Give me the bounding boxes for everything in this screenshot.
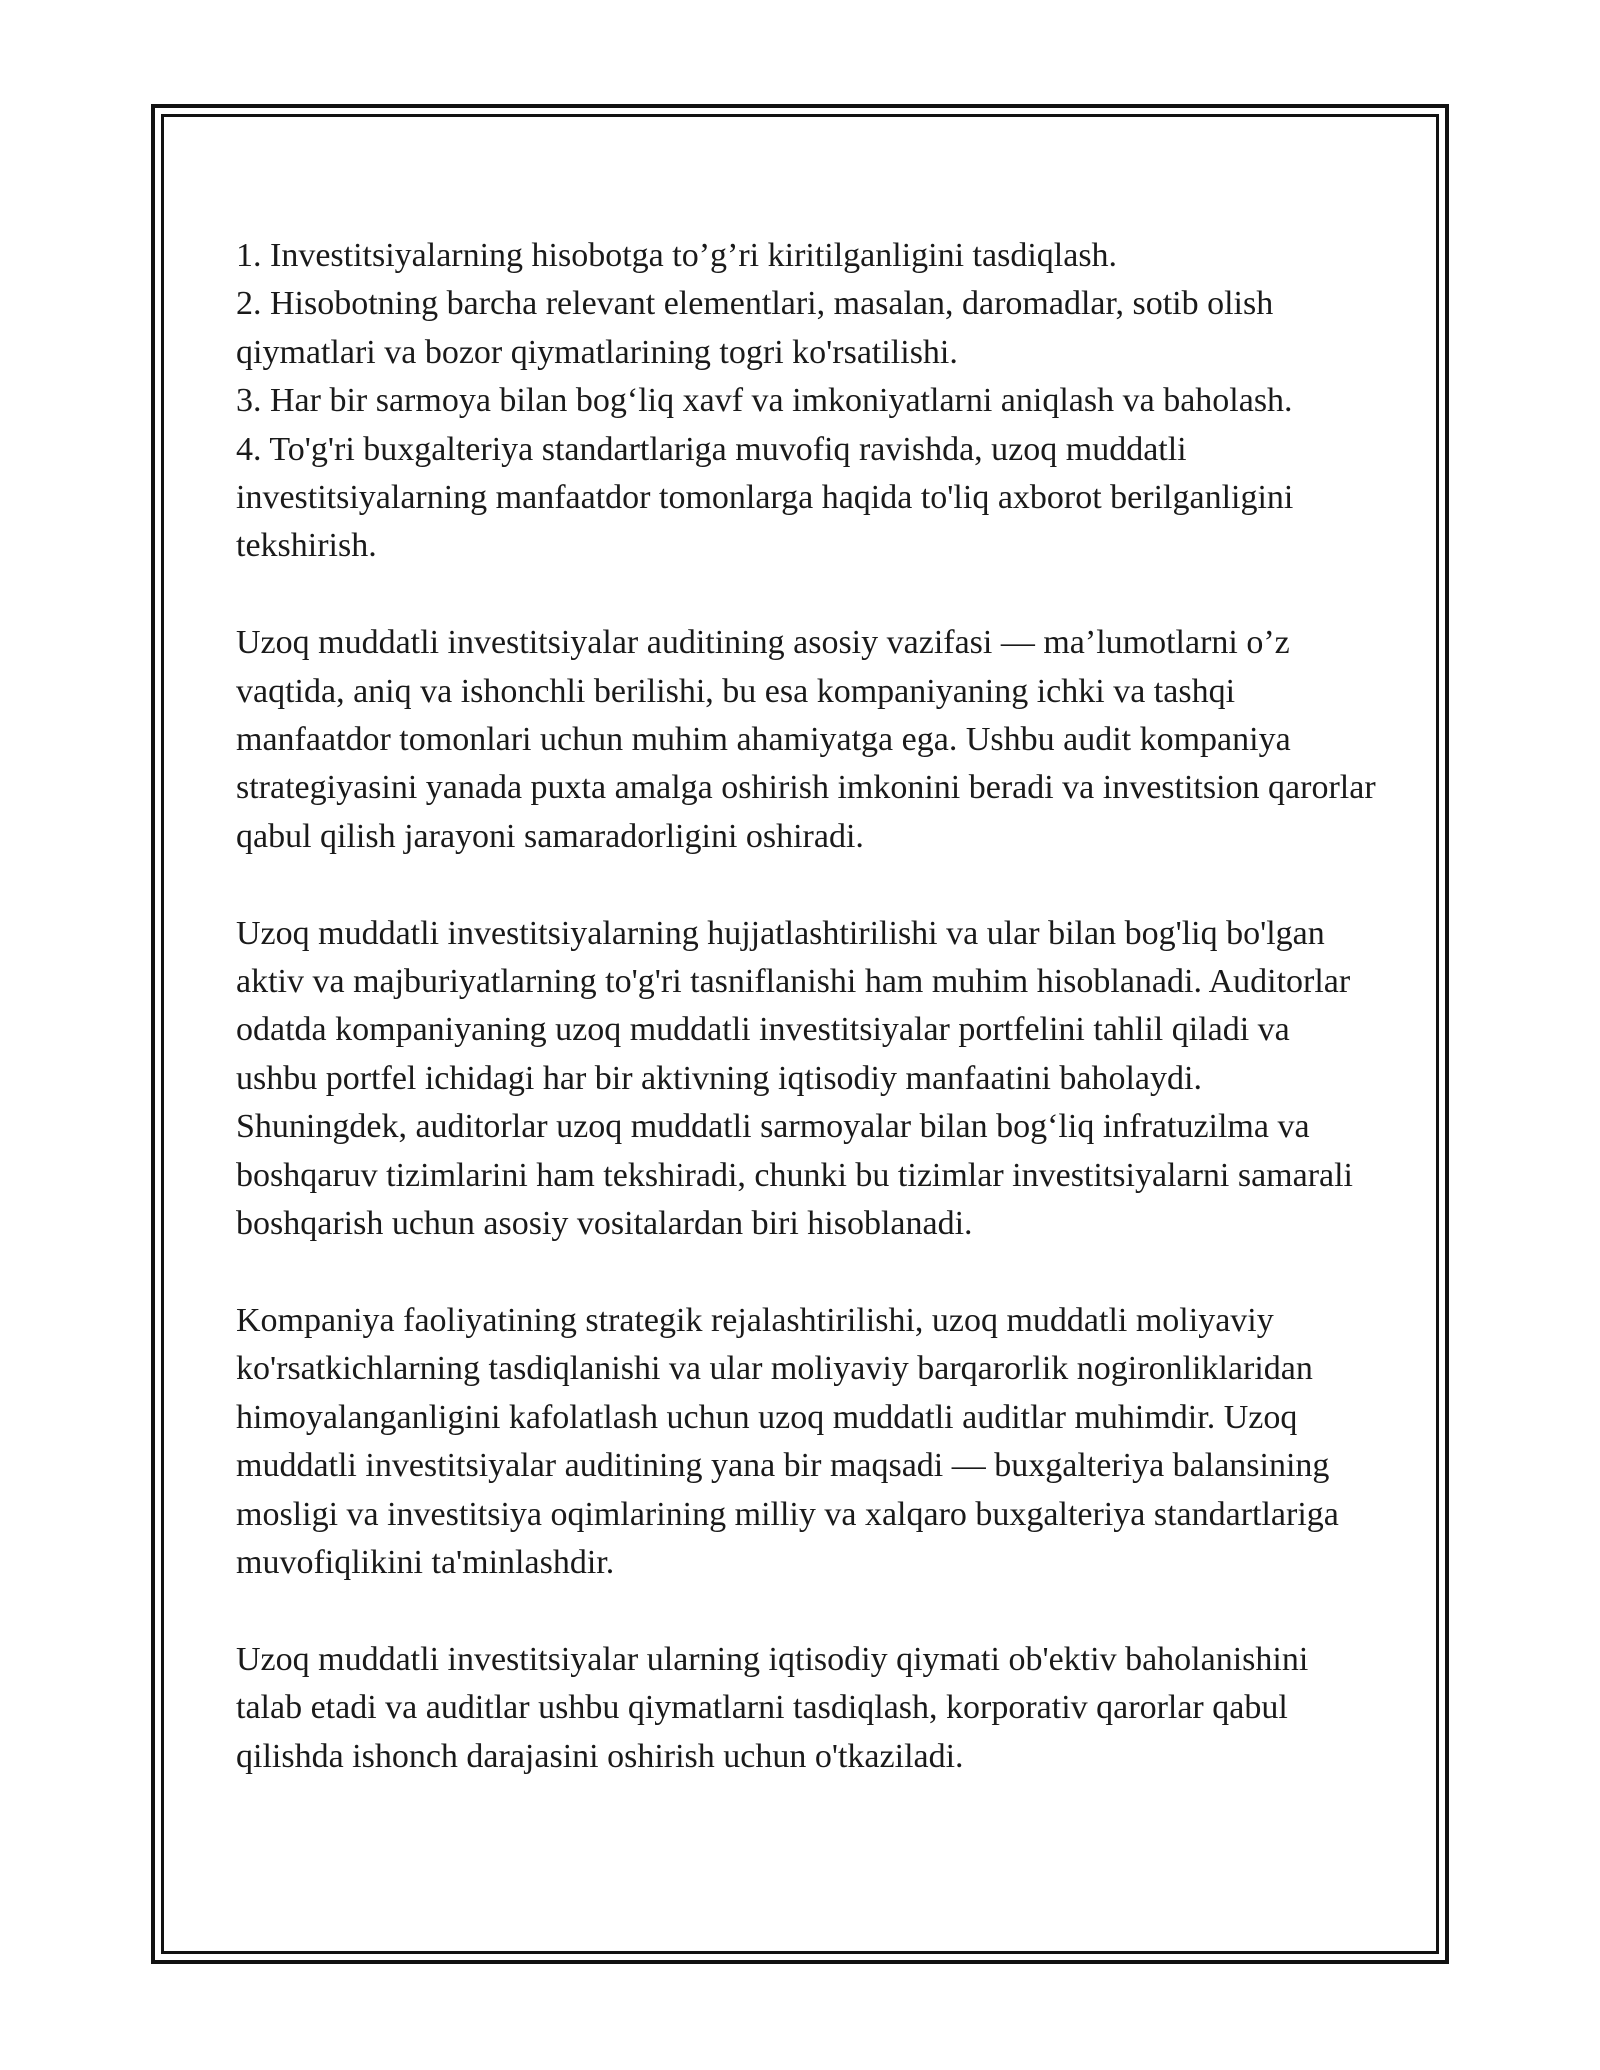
paragraph-3: Kompaniya faoliyatining strategik rejalashtirilishi, uzoq muddatli moliyaviy ko'rsatkichlarning tasdiqlanishi va ular moliyaviy barqarorlik nogironliklaridan himoyalanganligini kafolatlash uchun uzoq muddatli auditlar muhimdir. Uzoq muddatli investitsiyalar auditining yana bir maqsadi — buxgalteriya balansining mosligi va investitsiya oqimlarining milliy va xalqaro buxgalteriya standartlariga muvofiqlikini ta'minlashdir. bbox=[236, 1301, 1339, 1581]
paragraph-4: Uzoq muddatli investitsiyalar ularning iqtisodiy qiymati ob'ektiv baholanishini talab etadi va auditlar ushbu qiymatlarni tasdiqlash, korporativ qarorlar qabul qilishda ishonch darajasini oshirish uchun o'tkaziladi. bbox=[236, 1640, 1309, 1775]
document-body bbox=[236, 232, 1376, 1829]
paragraph-2: Uzoq muddatli investitsiyalarning hujjatlashtirilishi va ular bilan bog'liq bo'lgan aktiv va majburiyatlarning to'g'ri tasniflanishi ham muhim hisoblanadi. Auditorlar odatda kompaniyaning uzoq muddatli investitsiyalar portfelini tahlil qiladi va ushbu portfel ichidagi har bir aktivning iqtisodiy manfaatini baholaydi. Shuningdek, auditorlar uzoq muddatli sarmoyalar bilan bog‘liq infratuzilma va boshqaruv tizimlarini ham tekshiradi, chunki bu tizimlar investitsiyalarni samarali boshqarish uchun asosiy vositalardan biri hisoblanadi. bbox=[236, 914, 1354, 1243]
numbered-list bbox=[236, 232, 1376, 571]
list-item-3: 3. Har bir sarmoya bilan bog‘liq xavf va imkoniyatlarni aniqlash va baholash. bbox=[236, 382, 1293, 420]
list-item-1: 1. Investitsiyalarning hisobotga to’g’ri kiritilganligini tasdiqlash. bbox=[236, 237, 1118, 274]
paragraph-1: Uzoq muddatli investitsiyalar auditining asosiy vazifasi — ma’lumotlarni o’z vaqtida, aniq va ishonchli berilishi, bu esa kompaniyaning ichki va tashqi manfaatdor tomonlari uchun muhim ahamiyatga ega. Ushbu audit kompaniya strategiyasini yanada puxta amalga oshirish imkonini beradi va investitsion qarorlar qabul qilish jarayoni samaradorligini oshiradi. bbox=[236, 624, 1376, 855]
list-item-4: 4. To'g'ri buxgalteriya standartlariga muvofiq ravishda, uzoq muddatli investitsiyalarning manfaatdor tomonlarga haqida to'liq axborot berilganligini tekshirish. bbox=[236, 430, 1294, 565]
list-item-2: 2. Hisobotning barcha relevant elementlari, masalan, daromadlar, sotib olish qiymatlari va bozor qiymatlarining togri ko'rsatilishi. bbox=[236, 285, 1274, 371]
